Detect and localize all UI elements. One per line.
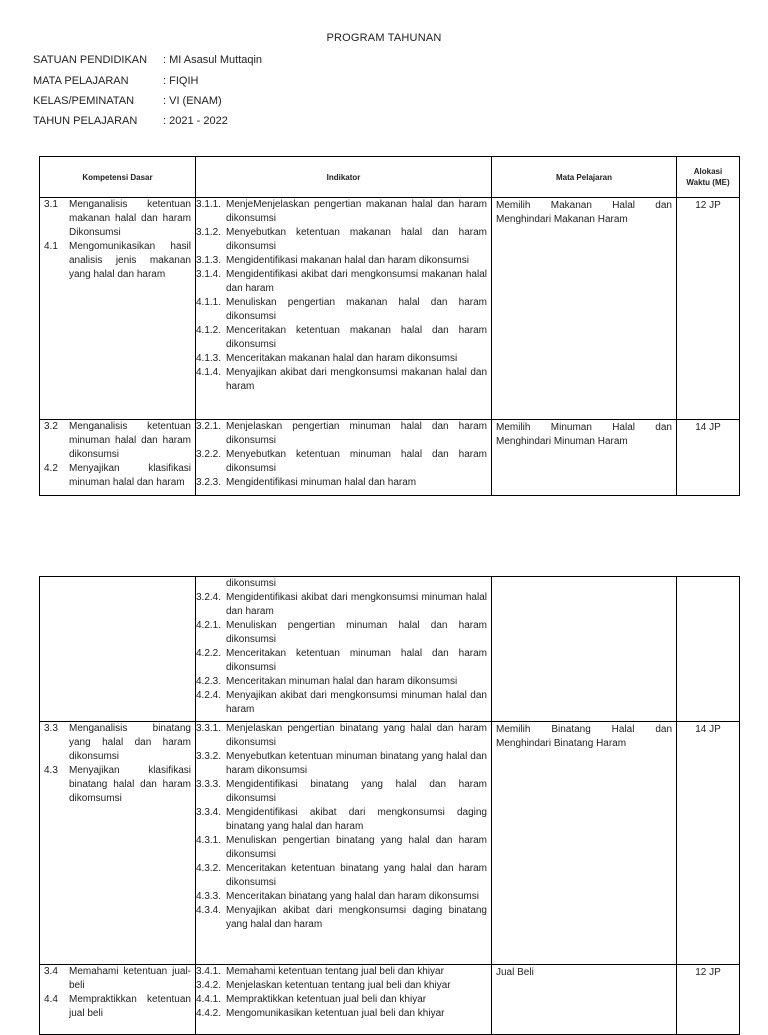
kd-item <box>40 240 195 282</box>
indikator-number: 3.1.4. <box>196 269 222 280</box>
indikator-number: 4.4.1. <box>196 994 222 1005</box>
mapel-text: Memilih Binatang Halal dan Menghindari Binatang Haram <box>496 724 672 749</box>
kd-number: 3.2 <box>44 421 58 432</box>
indikator-item <box>196 890 491 904</box>
indikator-text: Menyebutkan ketentuan minuman binatang yang halal dan haram dikonsumsi <box>226 751 487 776</box>
indikator-number: 3.2.3. <box>196 477 222 488</box>
indikator-number: 4.3.1. <box>196 835 222 846</box>
indikator-number: 3.4.1. <box>196 966 222 977</box>
indikator-item <box>196 577 491 591</box>
indikator-text: dikonsumsi <box>226 578 277 589</box>
kd-item <box>40 965 195 993</box>
mapel-cell <box>492 198 677 420</box>
alokasi-value: 14 JP <box>695 724 721 735</box>
indikator-number: 3.3.2. <box>196 751 222 762</box>
kd-cell <box>40 965 196 1035</box>
indikator-item <box>196 904 491 932</box>
prota-table-page-1 <box>39 156 740 496</box>
indikator-item <box>196 965 491 979</box>
indikator-item <box>196 420 491 448</box>
page-title: PROGRAM TAHUNAN <box>326 32 442 44</box>
meta-mapel <box>33 75 198 87</box>
indikator-text: Mengidentifikasi akibat dari mengkonsumsi daging binatang yang halal dan haram <box>226 807 487 832</box>
kd-item <box>40 722 195 764</box>
indikator-number: 3.3.4. <box>196 807 222 818</box>
indikator-item <box>196 722 491 750</box>
indikator-number: 3.2.4. <box>196 592 222 603</box>
indikator-number: 4.2.1. <box>196 620 222 631</box>
mapel-text: Memilih Minuman Halal dan Menghindari Minuman Haram <box>496 422 672 447</box>
meta-label: MATA PELAJARAN <box>33 75 129 87</box>
indikator-number <box>196 577 226 591</box>
indikator-cell <box>196 420 492 496</box>
kd-cell <box>40 577 196 722</box>
mapel-cell <box>492 420 677 496</box>
kd-text: Menganalisis binatang yang halal dan haram dikonsumsi <box>69 723 191 762</box>
meta-value: : MI Asasul Muttaqin <box>163 54 263 66</box>
mapel-cell <box>492 965 677 1035</box>
alokasi-value: 14 JP <box>695 422 721 433</box>
indikator-item <box>196 476 491 490</box>
indikator-item <box>196 806 491 834</box>
indikator-number: 3.3.3. <box>196 779 222 790</box>
indikator-number: 4.1.4. <box>196 367 222 378</box>
indikator-number: 4.1.2. <box>196 325 222 336</box>
indikator-cell <box>196 198 492 420</box>
indikator-item <box>196 226 491 254</box>
indikator-text: Menuliskan pengertian minuman halal dan haram dikonsumsi <box>226 620 487 645</box>
indikator-item <box>196 591 491 619</box>
indikator-text: Memahami ketentuan tentang jual beli dan khiyar <box>226 966 444 977</box>
indikator-item <box>196 675 491 689</box>
indikator-text: Menyajikan akibat dari mengkonsumsi daging binatang yang halal dan haram <box>226 905 487 930</box>
indikator-number: 4.3.3. <box>196 891 222 902</box>
indikator-text: Menyebutkan ketentuan makanan halal dan haram dikonsumsi <box>226 227 487 252</box>
alokasi-cell <box>677 577 740 722</box>
kd-number: 3.1 <box>44 199 58 210</box>
mapel-text <box>492 577 676 579</box>
indikator-number: 4.2.4. <box>196 690 222 701</box>
table-row <box>40 722 740 965</box>
indikator-item <box>196 1007 491 1021</box>
kd-text: Menganalisis ketentuan minuman halal dan haram dikonsumsi <box>69 421 191 460</box>
indikator-item <box>196 268 491 296</box>
indikator-number: 3.2.1. <box>196 421 222 432</box>
prota-table-page-2 <box>39 576 740 1035</box>
indikator-text: Menyajikan akibat dari mengkonsumsi minuman halal dan haram <box>226 690 487 715</box>
indikator-text: MenjeMenjelaskan pengertian makanan halal dan haram dikonsumsi <box>226 199 487 224</box>
indikator-item <box>196 198 491 226</box>
indikator-item <box>196 993 491 1007</box>
indikator-cell <box>196 722 492 965</box>
indikator-item <box>196 689 491 717</box>
meta-kelas <box>33 95 222 107</box>
indikator-item <box>196 296 491 324</box>
alokasi-cell <box>677 420 740 496</box>
header-alokasi-line2: Waktu (ME) <box>686 178 730 187</box>
table-row <box>40 965 740 1035</box>
indikator-number: 3.4.2. <box>196 980 222 991</box>
meta-label: SATUAN PENDIDIKAN <box>33 54 148 66</box>
indikator-text: Menyajikan akibat dari mengkonsumsi makanan halal dan haram <box>226 367 487 392</box>
indikator-number: 3.1.3. <box>196 255 222 266</box>
header-mapel: Mata Pelajaran <box>492 157 677 198</box>
kd-text: Mengomunikasikan hasil analisis jenis makanan yang halal dan haram <box>69 241 191 280</box>
meta-value: : FIQIH <box>163 75 199 87</box>
indikator-number: 4.4.2. <box>196 1008 222 1019</box>
indikator-number: 4.3.4. <box>196 905 222 916</box>
kd-item <box>40 764 195 806</box>
indikator-number: 4.1.3. <box>196 353 222 364</box>
table-row <box>40 198 740 420</box>
indikator-text: Menceritakan ketentuan binatang yang halal dan haram dikonsumsi <box>226 863 487 888</box>
indikator-text: Mengidentifikasi binatang yang halal dan haram dikonsumsi <box>226 779 487 804</box>
indikator-cell <box>196 965 492 1035</box>
indikator-item <box>196 778 491 806</box>
indikator-text: Menuliskan pengertian makanan halal dan haram dikonsumsi <box>226 297 487 322</box>
alokasi-cell <box>677 198 740 420</box>
mapel-cell <box>492 577 677 722</box>
meta-satuan <box>33 54 262 66</box>
header-kd: Kompetensi Dasar <box>40 157 196 198</box>
indikator-text: Menyebutkan ketentuan minuman halal dan haram dikonsumsi <box>226 449 487 474</box>
indikator-text: Menceritakan makanan halal dan haram dikonsumsi <box>226 353 458 364</box>
kd-text: Menyajikan klasifikasi binatang halal dan haram dikomsumsi <box>69 765 191 804</box>
kd-text: Menganalisis ketentuan makanan halal dan haram Dikonsumsi <box>69 199 191 238</box>
kd-number: 4.1 <box>44 241 58 252</box>
indikator-text: Menjelaskan pengertian binatang yang halal dan haram dikonsumsi <box>226 723 487 748</box>
indikator-text: Menceritakan ketentuan minuman halal dan haram dikonsumsi <box>226 648 487 673</box>
mapel-cell <box>492 722 677 965</box>
kd-number: 4.4 <box>44 994 58 1005</box>
indikator-number: 4.3.2. <box>196 863 222 874</box>
kd-item <box>40 198 195 240</box>
alokasi-value <box>677 577 739 578</box>
alokasi-value: 12 JP <box>695 200 721 211</box>
indikator-item <box>196 619 491 647</box>
indikator-text: Mengidentifikasi makanan halal dan haram dikonsumsi <box>226 255 469 266</box>
indikator-item <box>196 834 491 862</box>
table-row <box>40 577 740 722</box>
kd-item <box>40 993 195 1021</box>
kd-cell <box>40 722 196 965</box>
indikator-number: 3.1.1. <box>196 199 222 210</box>
indikator-text: Mengidentifikasi akibat dari mengkonsumsi minuman halal dan haram <box>226 592 487 617</box>
alokasi-cell <box>677 722 740 965</box>
table-row <box>40 420 740 496</box>
indikator-number: 3.3.1. <box>196 723 222 734</box>
indikator-text: Menjelaskan ketentuan tentang jual beli dan khiyar <box>226 980 451 991</box>
kd-text: Menyajikan klasifikasi minuman halal dan haram <box>69 463 191 488</box>
indikator-item <box>196 647 491 675</box>
meta-label: TAHUN PELAJARAN <box>33 115 138 127</box>
alokasi-cell <box>677 965 740 1035</box>
indikator-number: 4.1.1. <box>196 297 222 308</box>
kd-number: 3.4 <box>44 966 58 977</box>
indikator-item <box>196 366 491 394</box>
header-alokasi <box>677 157 740 198</box>
indikator-text: Menjelaskan pengertian minuman halal dan haram dikonsumsi <box>226 421 487 446</box>
indikator-text: Mengomunikasikan ketentuan jual beli dan khiyar <box>226 1008 445 1019</box>
indikator-text: Menceritakan binatang yang halal dan haram dikonsumsi <box>226 891 479 902</box>
mapel-text: Memilih Makanan Halal dan Menghindari Makanan Haram <box>496 200 672 225</box>
mapel-text: Jual Beli <box>496 967 534 978</box>
indikator-item <box>196 750 491 778</box>
indikator-number: 3.2.2. <box>196 449 222 460</box>
indikator-cell <box>196 577 492 722</box>
kd-item <box>40 420 195 462</box>
indikator-item <box>196 862 491 890</box>
indikator-item <box>196 979 491 993</box>
kd-cell <box>40 420 196 496</box>
indikator-text: Mengidentifikasi akibat dari mengkonsumsi makanan halal dan haram <box>226 269 487 294</box>
indikator-item <box>196 324 491 352</box>
kd-number: 3.3 <box>44 723 58 734</box>
meta-value: : VI (ENAM) <box>163 95 222 107</box>
meta-tahun <box>33 115 228 127</box>
indikator-text: Menuliskan pengertian binatang yang halal dan haram dikonsumsi <box>226 835 487 860</box>
kd-cell <box>40 198 196 420</box>
indikator-text: Menceritakan minuman halal dan haram dikonsumsi <box>226 676 458 687</box>
meta-value: : 2021 - 2022 <box>163 115 228 127</box>
kd-number: 4.3 <box>44 765 58 776</box>
indikator-text: Menceritakan ketentuan makanan halal dan haram dikonsumsi <box>226 325 487 350</box>
indikator-item <box>196 254 491 268</box>
kd-item <box>40 462 195 490</box>
kd-number: 4.2 <box>44 463 58 474</box>
header-alokasi-line1: Alokasi <box>693 167 723 176</box>
meta-label: KELAS/PEMINATAN <box>33 95 135 107</box>
indikator-number: 4.2.3. <box>196 676 222 687</box>
header-indikator: Indikator <box>196 157 492 198</box>
indikator-item <box>196 448 491 476</box>
kd-text: Mempraktikkan ketentuan jual beli <box>69 994 191 1019</box>
indikator-number: 4.2.2. <box>196 648 222 659</box>
indikator-text: Mempraktikkan ketentuan jual beli dan khiyar <box>226 994 427 1005</box>
alokasi-value: 12 JP <box>695 967 721 978</box>
indikator-text: Mengidentifikasi minuman halal dan haram <box>226 477 417 488</box>
kd-text: Memahami ketentuan jual-beli <box>69 966 191 991</box>
indikator-number: 3.1.2. <box>196 227 222 238</box>
table-header-row <box>40 157 740 198</box>
indikator-item <box>196 352 491 366</box>
